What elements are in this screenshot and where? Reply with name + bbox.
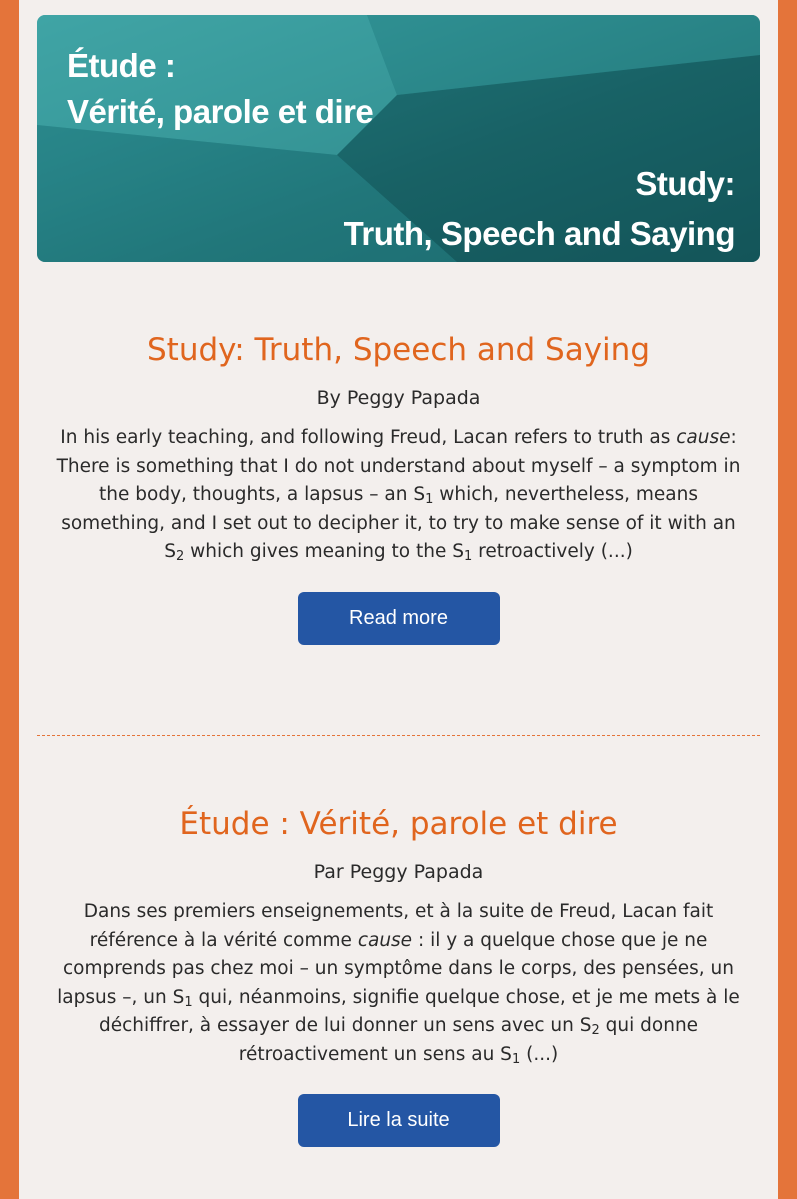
excerpt-text: which gives meaning to the S (184, 541, 464, 562)
article-byline: Par Peggy Papada (313, 861, 484, 883)
article-title[interactable]: Study: Truth, Speech and Saying (146, 332, 650, 368)
excerpt-text: qui, néanmoins, signifie quelque chose, et je me mets à le déchiffrer, à essayer de lui donner un sens avec un S (98, 986, 740, 1036)
excerpt-text: qui donne rétroactivement un sens au S (238, 1015, 699, 1065)
article-english (19, 330, 778, 645)
excerpt-text: Dans ses premiers enseignements, et à la suite de Freud, Lacan fait référence à la vérité comme (83, 901, 714, 951)
excerpt-subscript: 1 (511, 1051, 521, 1067)
excerpt-text: In his early teaching, and following Freud, Lacan refers to truth as (60, 427, 677, 448)
excerpt-emphasis: cause (357, 929, 413, 951)
banner-fr-line-2: Vérité, parole et dire (67, 93, 374, 130)
newsletter-page (19, 0, 778, 1199)
excerpt-text: : il y a quelque chose que je ne comprends pas chez moi – un symptôme dans le corps, des pensées, un lapsus –, un S (57, 929, 735, 1008)
banner-en-line-2: Truth, Speech and Saying (343, 215, 735, 252)
excerpt-text: which, nevertheless, means something, and I set out to decipher it, to try to make sense of it with an S (61, 484, 736, 562)
section-divider (37, 735, 760, 736)
excerpt-emphasis: cause (676, 427, 731, 448)
excerpt-text: : There is something that I do not understand about myself – a symptom in the body, thoughts, a lapsus – an S (56, 427, 741, 505)
header-banner-image (37, 15, 760, 262)
excerpt-subscript: 2 (591, 1023, 600, 1038)
article-excerpt (49, 898, 749, 1069)
article-excerpt (49, 424, 749, 567)
banner-title-english (344, 159, 735, 259)
excerpt-subscript: 2 (175, 549, 185, 564)
banner-en-line-1: Study: (635, 165, 735, 202)
banner-title-french (67, 43, 373, 135)
excerpt-subscript: 1 (464, 549, 473, 564)
article-french (19, 804, 778, 1147)
read-more-button[interactable]: Lire la suite (298, 1094, 500, 1147)
excerpt-subscript: 1 (425, 492, 434, 507)
excerpt-text: retroactively (...) (472, 541, 633, 562)
excerpt-subscript: 1 (184, 994, 193, 1010)
excerpt-text: (...) (520, 1043, 559, 1065)
article-title[interactable]: Étude : Vérité, parole et dire (179, 806, 618, 842)
banner-fr-line-1: Étude : (67, 47, 176, 84)
article-byline: By Peggy Papada (316, 387, 481, 409)
read-more-button[interactable]: Read more (298, 592, 500, 645)
